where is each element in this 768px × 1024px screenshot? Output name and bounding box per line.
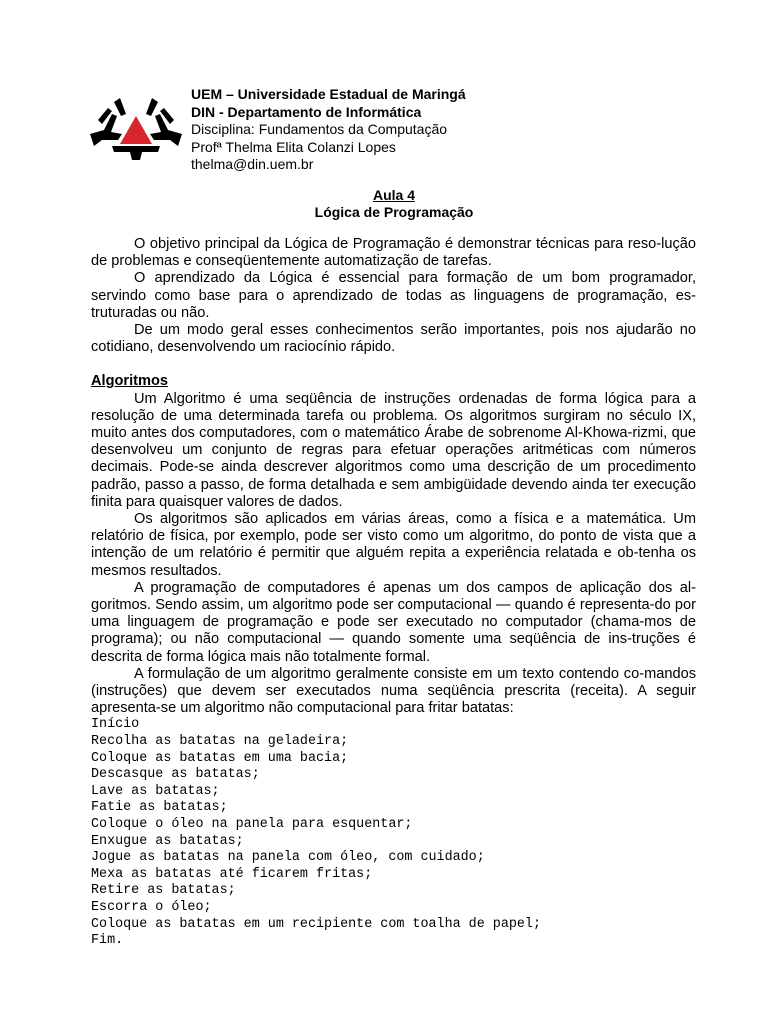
institution-name: UEM – Universidade Estadual de Maringá bbox=[191, 86, 466, 102]
recipe-line: Enxugue as batatas; bbox=[91, 833, 244, 849]
professor-name: Profª Thelma Elita Colanzi Lopes bbox=[191, 138, 396, 155]
recipe-line: Lave as batatas; bbox=[91, 783, 220, 799]
department-name: DIN - Departamento de Informática bbox=[191, 103, 422, 120]
email-address: thelma@din.uem.br bbox=[191, 156, 314, 173]
intro-paragraph: O objetivo principal da Lógica de Programação é demonstrar técnicas para reso-lução de problemas e conseqüentemente automatização de tarefas. bbox=[91, 236, 696, 270]
intro-paragraph: O aprendizado da Lógica é essencial para formação de um bom programador, servindo como base para o aprendizado de todas as linguagens de programação, es-truturadas ou não. bbox=[91, 270, 696, 321]
algorithms-paragraph: A formulação de um algoritmo geralmente consiste em um texto contendo co-mandos (instruções) que devem ser executados numa seqüência prescrita (receita). A seguir apresenta-se um algoritmo não computacional para fritar batatas: bbox=[91, 665, 696, 717]
recipe-line: Fim. bbox=[91, 933, 124, 949]
recipe-line: Recolha as batatas na geladeira; bbox=[91, 734, 349, 750]
uem-logo-icon bbox=[90, 94, 182, 160]
algorithms-paragraph: A programação de computadores é apenas um dos campos de aplicação dos al-goritmos. Sendo assim, um algoritmo pode ser computacional — quando é representa-do por uma linguagem de programação e pode ser executado no computador (chama-mos de programa); ou não computacional — quando somente uma seqüência de ins-truções é descrita de forma lógica mais não totalmente formal. bbox=[91, 579, 696, 665]
algorithms-paragraph: Os algoritmos são aplicados em várias áreas, como a física e a matemática. Um relatório de física, por exemplo, pode ser visto como um algoritmo, do ponto de vista que a intenção de um relatório é permitir que alguém repita a experiência relatada e ob-tenha os mesmos resultados. bbox=[91, 511, 696, 579]
recipe-line: Início bbox=[91, 717, 140, 733]
document-body bbox=[91, 236, 696, 950]
recipe-line: Retire as batatas; bbox=[91, 883, 236, 899]
lesson-titles bbox=[92, 187, 696, 222]
algorithms-paragraph: Um Algoritmo é uma seqüência de instruções ordenadas de forma lógica para a resolução de uma determinada tarefa ou problema. Os algoritmos surgiram no século IX, muito antes dos computadores, com o matemático Árabe de sobrenome Al-Khowa-rizmi, que desenvolveu um conjunto de regras para efetuar operações aritméticas com números decimais. Pode-se ainda descrever algoritmos como uma descrição de um procedimento padrão, passo a passo, de forma detalhada e sem ambigüidade devendo ainda ter execução finita para quaisquer valores de dados. bbox=[91, 390, 696, 510]
recipe-line: Coloque as batatas em um recipiente com toalha de papel; bbox=[91, 916, 541, 932]
section-heading-algoritmos: Algoritmos bbox=[91, 373, 169, 390]
recipe-line: Coloque o óleo na panela para esquentar; bbox=[91, 817, 413, 833]
header-text bbox=[191, 86, 466, 174]
recipe-line: Fatie as batatas; bbox=[91, 800, 228, 816]
lesson-number: Aula 4 bbox=[372, 187, 415, 203]
lesson-title: Lógica de Programação bbox=[314, 204, 474, 221]
recipe-algorithm bbox=[91, 717, 696, 949]
document-header bbox=[90, 86, 690, 176]
recipe-line: Escorra o óleo; bbox=[91, 900, 212, 916]
recipe-line: Coloque as batatas em uma bacia; bbox=[91, 750, 349, 766]
intro-paragraph: De um modo geral esses conhecimentos serão importantes, pois nos ajudarão no cotidiano, desenvolvendo um raciocínio rápido. bbox=[91, 322, 696, 356]
recipe-line: Descasque as batatas; bbox=[91, 767, 260, 783]
recipe-line: Jogue as batatas na panela com óleo, com cuidado; bbox=[91, 850, 485, 866]
recipe-line: Mexa as batatas até ficarem fritas; bbox=[91, 866, 373, 882]
discipline: Disciplina: Fundamentos da Computação bbox=[191, 121, 448, 138]
